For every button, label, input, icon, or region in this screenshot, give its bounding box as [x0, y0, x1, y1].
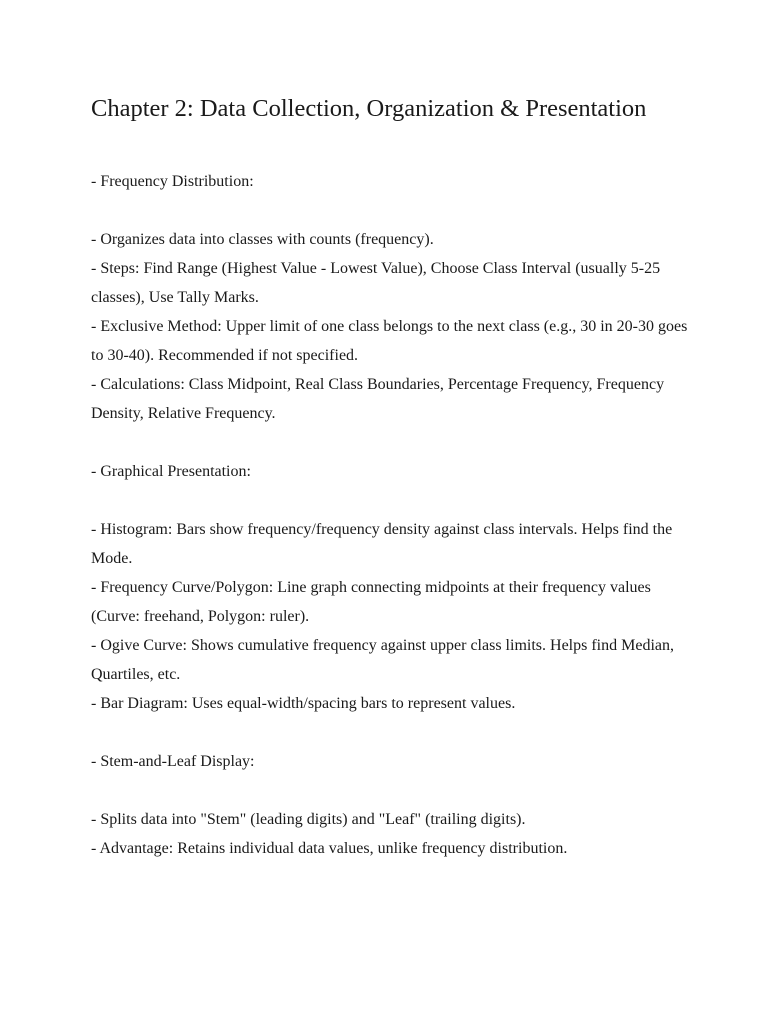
list-item: - Advantage: Retains individual data values, unlike frequency distribution.: [91, 840, 568, 857]
list-item: - Ogive Curve: Shows cumulative frequency against upper class limits. Helps find Median, Quartiles, etc.: [91, 637, 674, 683]
paragraph-gap: [91, 718, 691, 747]
list-item: - Bar Diagram: Uses equal-width/spacing bars to represent values.: [91, 695, 516, 712]
section-heading-stem-and-leaf: - Stem-and-Leaf Display:: [91, 753, 255, 770]
paragraph-gap: [91, 428, 691, 457]
document-body: [91, 167, 691, 863]
section-heading-graphical-presentation: - Graphical Presentation:: [91, 463, 251, 480]
paragraph-gap: [91, 486, 691, 515]
chapter-title: Chapter 2: Data Collection, Organization & Presentation: [91, 95, 647, 122]
list-item: - Frequency Curve/Polygon: Line graph connecting midpoints at their frequency values (Curve: freehand, Polygon: ruler).: [91, 579, 651, 625]
list-item: - Exclusive Method: Upper limit of one class belongs to the next class (e.g., 30 in 20-30 goes to 30-40). Recommended if not specified.: [91, 318, 688, 364]
paragraph-gap: [91, 776, 691, 805]
list-item: - Steps: Find Range (Highest Value - Lowest Value), Choose Class Interval (usually 5-25 classes), Use Tally Marks.: [91, 260, 661, 306]
section-heading-frequency-distribution: - Frequency Distribution:: [91, 173, 254, 190]
paragraph-gap: [91, 196, 691, 225]
list-item: - Organizes data into classes with counts (frequency).: [91, 231, 434, 248]
list-item: - Histogram: Bars show frequency/frequency density against class intervals. Helps find the Mode.: [91, 521, 673, 567]
list-item: - Calculations: Class Midpoint, Real Class Boundaries, Percentage Frequency, Frequency Density, Relative Frequency.: [91, 376, 665, 422]
list-item: - Splits data into "Stem" (leading digits) and "Leaf" (trailing digits).: [91, 811, 526, 828]
